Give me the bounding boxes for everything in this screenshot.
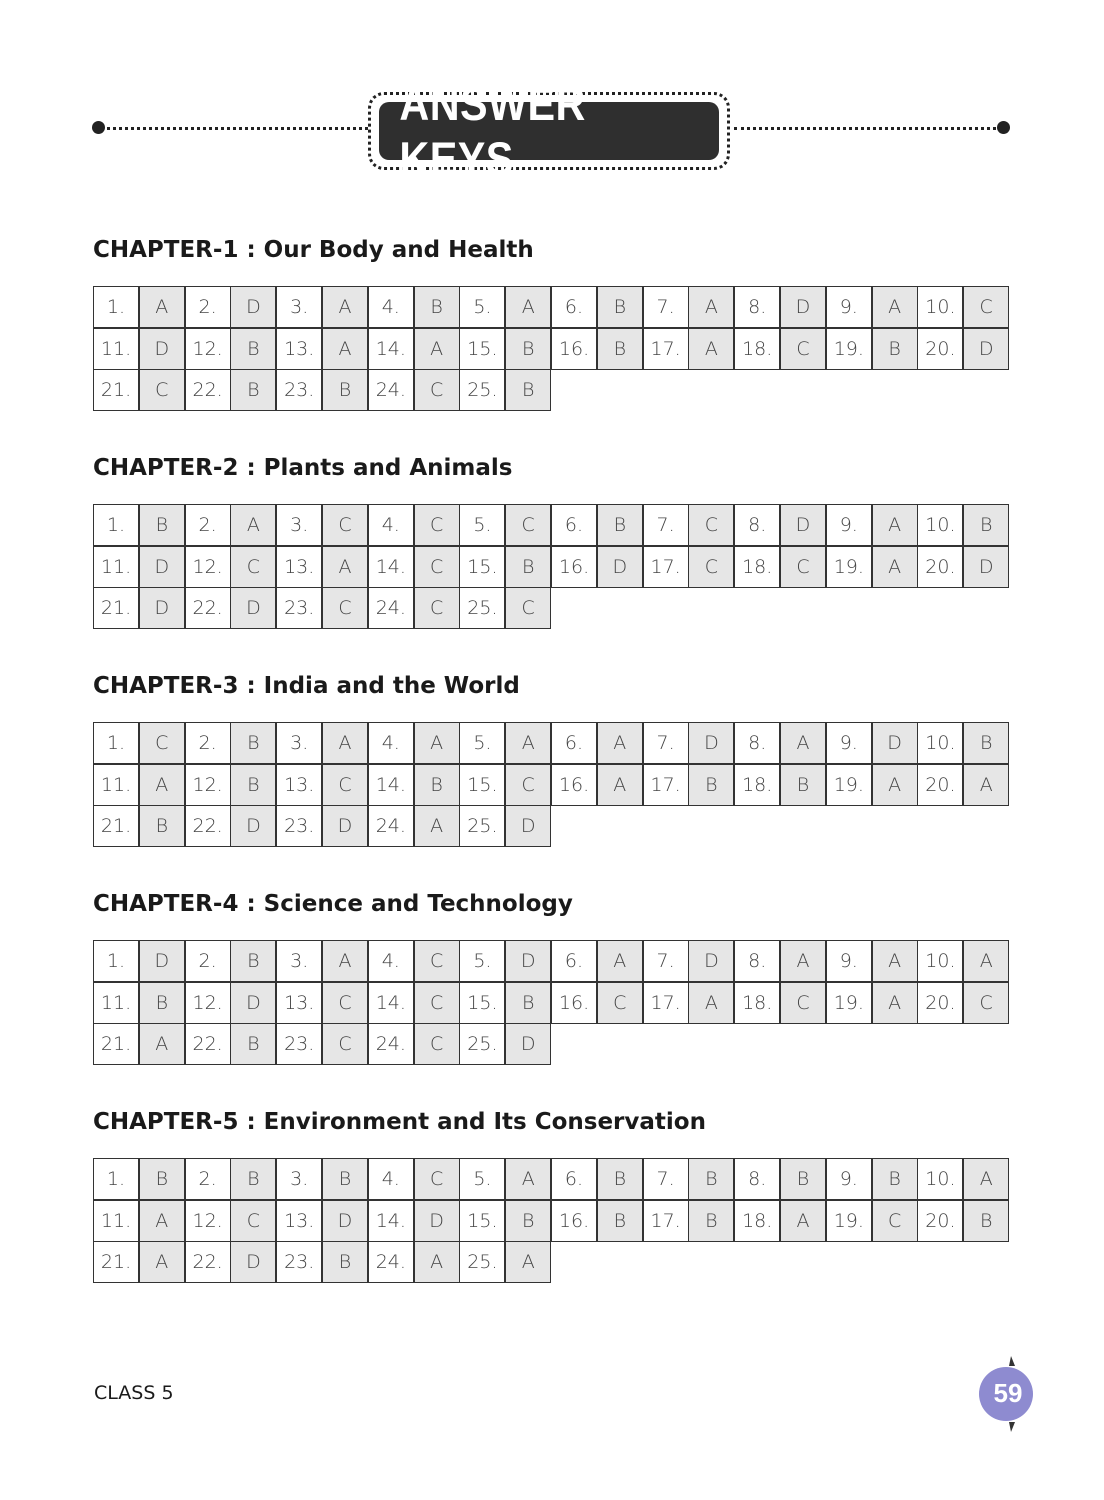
question-number: 18. (734, 764, 780, 806)
answer-letter: B (322, 1158, 368, 1200)
answer-letter: A (780, 940, 826, 982)
answer-letter: A (688, 328, 734, 370)
answer-letter: C (780, 546, 826, 588)
answer-letter: C (414, 369, 460, 411)
question-number: 5. (459, 504, 505, 546)
question-number: 24. (368, 1023, 414, 1065)
answer-letter: C (322, 1023, 368, 1065)
answer-letter: A (872, 286, 918, 328)
answer-letter: A (597, 722, 643, 764)
question-number: 7. (643, 722, 689, 764)
question-number: 25. (459, 805, 505, 847)
question-number: 4. (368, 504, 414, 546)
answer-keys-header (92, 77, 1012, 185)
badge-tab-shape (1009, 1356, 1015, 1366)
answer-letter: B (963, 1200, 1009, 1242)
question-number: 22. (185, 587, 231, 629)
answer-letter: C (505, 504, 551, 546)
question-number: 14. (368, 1200, 414, 1242)
question-number: 23. (276, 369, 322, 411)
question-number: 11. (93, 546, 139, 588)
answer-letter: A (505, 722, 551, 764)
question-number: 5. (459, 1158, 505, 1200)
answer-letter: A (322, 546, 368, 588)
question-number: 3. (276, 1158, 322, 1200)
answer-letter: B (139, 982, 185, 1024)
answer-letter: D (230, 587, 276, 629)
question-number: 9. (826, 722, 872, 764)
question-number: 7. (643, 1158, 689, 1200)
chapter-5-section (93, 1106, 1013, 1273)
question-number: 18. (734, 982, 780, 1024)
answer-letter: A (322, 940, 368, 982)
question-number: 20. (917, 982, 963, 1024)
question-number: 25. (459, 1023, 505, 1065)
answer-letter: A (322, 722, 368, 764)
question-number: 3. (276, 286, 322, 328)
question-number: 14. (368, 982, 414, 1024)
question-number: 20. (917, 546, 963, 588)
answer-letter: A (139, 764, 185, 806)
question-number: 11. (93, 764, 139, 806)
question-number: 16. (551, 546, 597, 588)
question-number: 21. (93, 805, 139, 847)
answer-letter: B (872, 1158, 918, 1200)
answer-letter: A (872, 764, 918, 806)
answer-letter: C (230, 1200, 276, 1242)
question-number: 2. (185, 940, 231, 982)
answer-letter: C (414, 1023, 460, 1065)
answer-letter: A (963, 764, 1009, 806)
question-number: 19. (826, 764, 872, 806)
answer-letter: B (230, 369, 276, 411)
answer-letter: C (139, 369, 185, 411)
question-number: 8. (734, 940, 780, 982)
answer-letter: D (139, 546, 185, 588)
answer-letter: A (780, 1200, 826, 1242)
answer-letter: A (872, 982, 918, 1024)
answer-letter: D (139, 940, 185, 982)
answer-letter: C (230, 546, 276, 588)
question-number: 5. (459, 722, 505, 764)
answer-letter: B (505, 369, 551, 411)
answer-letter: D (872, 722, 918, 764)
question-number: 3. (276, 504, 322, 546)
question-number: 25. (459, 369, 505, 411)
answer-letter: D (963, 328, 1009, 370)
question-number: 10. (917, 940, 963, 982)
question-number: 10. (917, 286, 963, 328)
question-number: 20. (917, 1200, 963, 1242)
question-number: 1. (93, 286, 139, 328)
answer-letter: D (230, 286, 276, 328)
question-number: 22. (185, 805, 231, 847)
question-number: 7. (643, 286, 689, 328)
answer-letter: C (139, 722, 185, 764)
question-number: 6. (551, 940, 597, 982)
answer-letter: C (322, 504, 368, 546)
answer-letter: A (414, 722, 460, 764)
question-number: 24. (368, 369, 414, 411)
answer-letter: C (872, 1200, 918, 1242)
answer-letter: B (230, 722, 276, 764)
question-number: 17. (643, 1200, 689, 1242)
answer-letter: A (872, 940, 918, 982)
answer-letter: C (688, 546, 734, 588)
answer-letter: D (322, 1200, 368, 1242)
answer-letter: D (505, 805, 551, 847)
answer-letter: B (597, 328, 643, 370)
answer-letter: B (597, 1200, 643, 1242)
question-number: 4. (368, 1158, 414, 1200)
answer-letter: A (505, 1158, 551, 1200)
answer-letter: C (505, 764, 551, 806)
answer-letter: A (780, 722, 826, 764)
question-number: 15. (459, 328, 505, 370)
question-number: 8. (734, 722, 780, 764)
question-number: 9. (826, 504, 872, 546)
question-number: 12. (185, 546, 231, 588)
question-number: 19. (826, 546, 872, 588)
question-number: 24. (368, 587, 414, 629)
answer-letter: C (414, 940, 460, 982)
question-number: 19. (826, 328, 872, 370)
question-number: 4. (368, 940, 414, 982)
answer-letter: D (780, 504, 826, 546)
question-number: 16. (551, 1200, 597, 1242)
dotted-rule-right (734, 127, 1002, 130)
answer-letter: B (230, 940, 276, 982)
answer-letter: A (139, 286, 185, 328)
answer-letter: D (963, 546, 1009, 588)
answer-letter: B (139, 504, 185, 546)
question-number: 18. (734, 328, 780, 370)
answer-letter: A (688, 286, 734, 328)
answer-letter: A (872, 546, 918, 588)
answer-letter: A (139, 1241, 185, 1283)
answer-letter: D (505, 1023, 551, 1065)
answer-letter: B (505, 982, 551, 1024)
question-number: 9. (826, 1158, 872, 1200)
page-number: 59 (993, 1377, 1023, 1408)
question-number: 6. (551, 504, 597, 546)
question-number: 13. (276, 764, 322, 806)
question-number: 16. (551, 328, 597, 370)
answer-letter: C (322, 982, 368, 1024)
answer-letter: C (780, 982, 826, 1024)
answer-letter: D (414, 1200, 460, 1242)
question-number: 8. (734, 504, 780, 546)
question-number: 19. (826, 1200, 872, 1242)
question-number: 13. (276, 982, 322, 1024)
question-number: 10. (917, 504, 963, 546)
question-number: 2. (185, 504, 231, 546)
question-number: 24. (368, 805, 414, 847)
question-number: 12. (185, 982, 231, 1024)
answer-letter: B (597, 286, 643, 328)
question-number: 9. (826, 940, 872, 982)
question-number: 22. (185, 1023, 231, 1065)
answer-letter: B (505, 1200, 551, 1242)
question-number: 14. (368, 764, 414, 806)
answer-letter: B (322, 1241, 368, 1283)
answer-letter: B (505, 328, 551, 370)
answer-letter: C (963, 286, 1009, 328)
question-number: 20. (917, 764, 963, 806)
answer-letter: A (414, 805, 460, 847)
answer-letter: A (505, 1241, 551, 1283)
question-number: 25. (459, 1241, 505, 1283)
question-number: 13. (276, 328, 322, 370)
answer-letter: B (139, 805, 185, 847)
question-number: 2. (185, 722, 231, 764)
answer-letter: C (414, 982, 460, 1024)
answer-letter: B (872, 328, 918, 370)
question-number: 17. (643, 982, 689, 1024)
question-number: 14. (368, 546, 414, 588)
page-title: ANSWER KEYS (399, 77, 586, 185)
question-number: 12. (185, 764, 231, 806)
answer-letter: B (597, 1158, 643, 1200)
question-number: 22. (185, 369, 231, 411)
question-number: 17. (643, 328, 689, 370)
chapter-4-title: CHAPTER-4 : Science and Technology (93, 891, 573, 917)
question-number: 17. (643, 764, 689, 806)
answer-letter: A (414, 1241, 460, 1283)
question-number: 20. (917, 328, 963, 370)
chapter-2-section (93, 452, 1013, 619)
answer-letter: C (963, 982, 1009, 1024)
answer-letter: A (139, 1023, 185, 1065)
answer-letter: D (597, 546, 643, 588)
question-number: 22. (185, 1241, 231, 1283)
question-number: 15. (459, 764, 505, 806)
question-number: 13. (276, 546, 322, 588)
chapter-1-title: CHAPTER-1 : Our Body and Health (93, 237, 534, 263)
answer-letter: C (414, 587, 460, 629)
question-number: 1. (93, 1158, 139, 1200)
answer-letter: B (780, 764, 826, 806)
answer-letter: D (688, 940, 734, 982)
answer-letter: D (230, 982, 276, 1024)
question-number: 5. (459, 940, 505, 982)
question-number: 11. (93, 1200, 139, 1242)
answer-letter: C (688, 504, 734, 546)
question-number: 2. (185, 1158, 231, 1200)
question-number: 7. (643, 940, 689, 982)
answer-letter: A (414, 328, 460, 370)
question-number: 9. (826, 286, 872, 328)
answer-letter: D (322, 805, 368, 847)
answer-letter: C (780, 328, 826, 370)
question-number: 3. (276, 940, 322, 982)
answer-letter: B (688, 1158, 734, 1200)
answer-letter: D (139, 587, 185, 629)
question-number: 15. (459, 982, 505, 1024)
answer-letter: C (322, 764, 368, 806)
answer-letter: C (414, 546, 460, 588)
answer-letter: D (139, 328, 185, 370)
question-number: 10. (917, 1158, 963, 1200)
answer-letter: C (414, 504, 460, 546)
answer-letter: B (230, 1158, 276, 1200)
answer-letter: B (688, 764, 734, 806)
answer-letter: A (597, 764, 643, 806)
answer-letter: A (230, 504, 276, 546)
question-number: 5. (459, 286, 505, 328)
question-number: 23. (276, 1023, 322, 1065)
question-number: 3. (276, 722, 322, 764)
answer-letter: D (230, 1241, 276, 1283)
answer-letter: C (505, 587, 551, 629)
chapter-5-title: CHAPTER-5 : Environment and Its Conservation (93, 1109, 706, 1135)
answer-letter: A (963, 940, 1009, 982)
question-number: 23. (276, 1241, 322, 1283)
answer-letter: B (963, 504, 1009, 546)
chapter-3-section (93, 670, 1013, 837)
answer-letter: B (230, 1023, 276, 1065)
question-number: 8. (734, 1158, 780, 1200)
answer-letter: C (322, 587, 368, 629)
question-number: 10. (917, 722, 963, 764)
question-number: 25. (459, 587, 505, 629)
answer-letter: C (597, 982, 643, 1024)
question-number: 11. (93, 982, 139, 1024)
dot-endcap-right (997, 121, 1010, 134)
answer-letter: B (505, 546, 551, 588)
question-number: 24. (368, 1241, 414, 1283)
question-number: 2. (185, 286, 231, 328)
question-number: 16. (551, 764, 597, 806)
answer-letter: B (688, 1200, 734, 1242)
question-number: 4. (368, 286, 414, 328)
question-number: 6. (551, 286, 597, 328)
answer-letter: A (597, 940, 643, 982)
chapter-3-title: CHAPTER-3 : India and the World (93, 673, 520, 699)
answer-letter: A (322, 286, 368, 328)
question-number: 12. (185, 1200, 231, 1242)
answer-letter: B (322, 369, 368, 411)
answer-letter: A (505, 286, 551, 328)
question-number: 21. (93, 1241, 139, 1283)
title-frame (368, 77, 730, 185)
answer-letter: B (780, 1158, 826, 1200)
answer-letter: B (230, 764, 276, 806)
question-number: 14. (368, 328, 414, 370)
answer-letter: B (230, 328, 276, 370)
answer-letter: D (688, 722, 734, 764)
answer-letter: A (872, 504, 918, 546)
answer-letter: B (597, 504, 643, 546)
class-label: CLASS 5 (94, 1382, 174, 1404)
question-number: 1. (93, 722, 139, 764)
answer-letter: B (963, 722, 1009, 764)
badge-tab-shape-bottom (1009, 1422, 1015, 1432)
answer-letter: D (505, 940, 551, 982)
answer-letter: A (139, 1200, 185, 1242)
question-number: 6. (551, 722, 597, 764)
question-number: 11. (93, 328, 139, 370)
chapter-4-section (93, 888, 1013, 1055)
answer-letter: C (414, 1158, 460, 1200)
question-number: 1. (93, 504, 139, 546)
question-number: 6. (551, 1158, 597, 1200)
question-number: 21. (93, 1023, 139, 1065)
answer-letter: B (414, 764, 460, 806)
dotted-rule-left (100, 127, 368, 130)
question-number: 16. (551, 982, 597, 1024)
question-number: 18. (734, 546, 780, 588)
chapter-2-title: CHAPTER-2 : Plants and Animals (93, 455, 513, 481)
question-number: 21. (93, 587, 139, 629)
question-number: 23. (276, 587, 322, 629)
answer-letter: A (322, 328, 368, 370)
question-number: 15. (459, 546, 505, 588)
chapter-1-section (93, 234, 1013, 401)
answer-letter: B (414, 286, 460, 328)
question-number: 21. (93, 369, 139, 411)
question-number: 4. (368, 722, 414, 764)
answer-letter: A (963, 1158, 1009, 1200)
question-number: 13. (276, 1200, 322, 1242)
answer-letter: B (139, 1158, 185, 1200)
question-number: 8. (734, 286, 780, 328)
answer-letter: D (780, 286, 826, 328)
question-number: 18. (734, 1200, 780, 1242)
question-number: 17. (643, 546, 689, 588)
title-box (379, 77, 719, 185)
question-number: 7. (643, 504, 689, 546)
answer-letter: D (230, 805, 276, 847)
question-number: 1. (93, 940, 139, 982)
answer-letter: A (688, 982, 734, 1024)
question-number: 23. (276, 805, 322, 847)
question-number: 19. (826, 982, 872, 1024)
question-number: 15. (459, 1200, 505, 1242)
question-number: 12. (185, 328, 231, 370)
